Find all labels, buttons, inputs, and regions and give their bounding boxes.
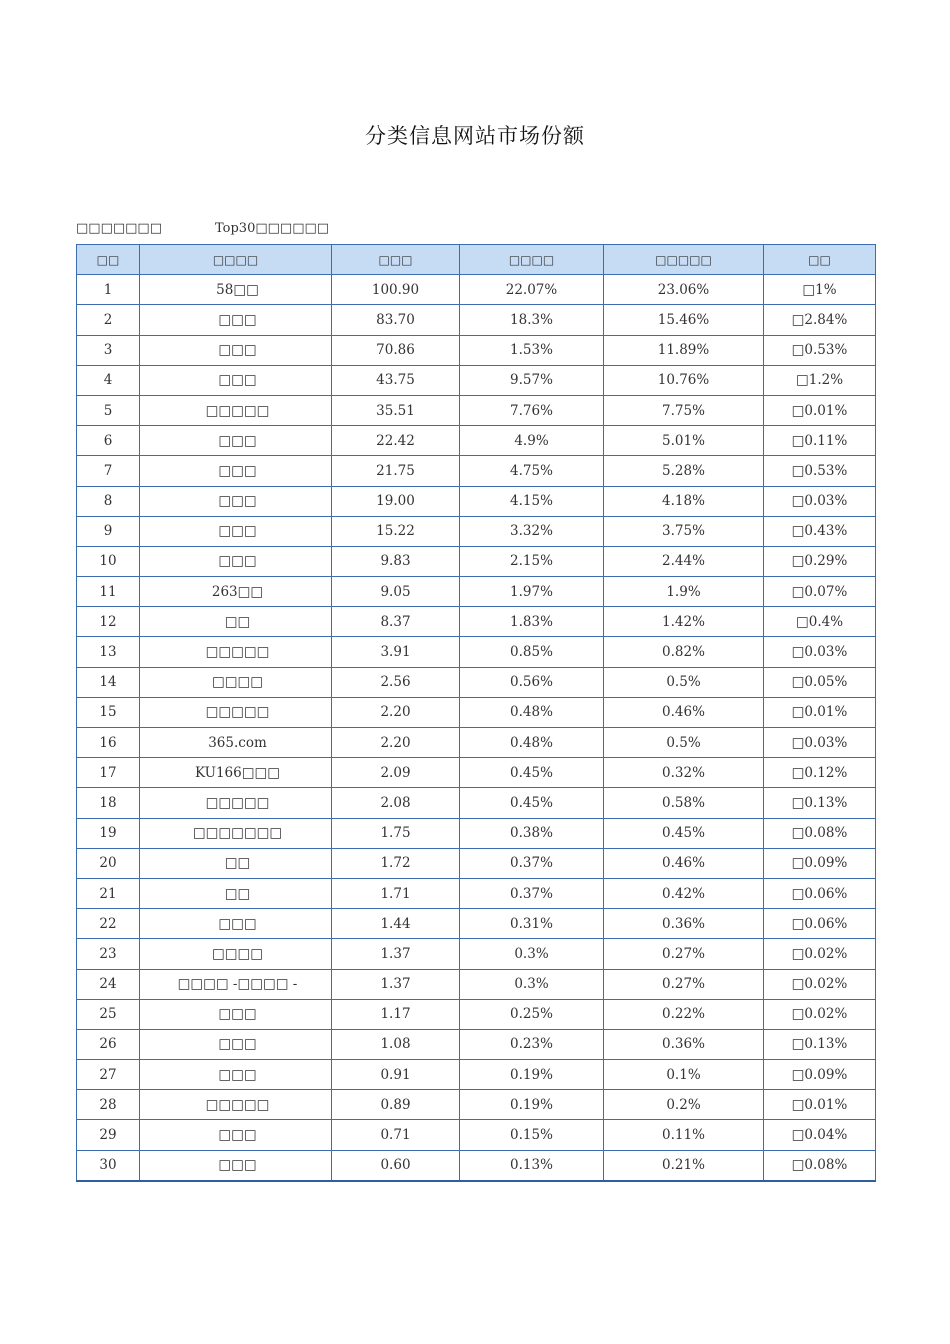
cell-share: 9.57% bbox=[460, 365, 604, 395]
table-row bbox=[77, 516, 876, 546]
cell-rank: 12 bbox=[77, 607, 140, 637]
cell-share: 0.56% bbox=[460, 667, 604, 697]
cell-prev-share: 0.82% bbox=[604, 637, 764, 667]
caption-right: Top30□□□□□□ bbox=[215, 221, 330, 236]
table-row bbox=[77, 607, 876, 637]
cell-name: □□□ bbox=[140, 426, 332, 456]
cell-name: □□□□□ bbox=[140, 697, 332, 727]
table-row bbox=[77, 426, 876, 456]
cell-name: □□□ bbox=[140, 909, 332, 939]
cell-value: 2.56 bbox=[332, 667, 460, 697]
cell-share: 3.32% bbox=[460, 516, 604, 546]
cell-value: 15.22 bbox=[332, 516, 460, 546]
table-row bbox=[77, 969, 876, 999]
header-value: □□□ bbox=[332, 245, 460, 275]
cell-change: □0.13% bbox=[764, 788, 876, 818]
table-row bbox=[77, 577, 876, 607]
cell-value: 2.20 bbox=[332, 728, 460, 758]
cell-share: 18.3% bbox=[460, 305, 604, 335]
table-row bbox=[77, 1029, 876, 1059]
cell-change: □0.29% bbox=[764, 546, 876, 576]
cell-share: 4.9% bbox=[460, 426, 604, 456]
cell-name: □□□ bbox=[140, 1120, 332, 1150]
cell-value: 9.05 bbox=[332, 577, 460, 607]
cell-change: □0.13% bbox=[764, 1029, 876, 1059]
cell-rank: 13 bbox=[77, 637, 140, 667]
cell-rank: 25 bbox=[77, 999, 140, 1029]
cell-name: □□□ bbox=[140, 516, 332, 546]
cell-value: 1.71 bbox=[332, 878, 460, 908]
cell-rank: 19 bbox=[77, 818, 140, 848]
cell-name: □□□□□□□ bbox=[140, 818, 332, 848]
page-title: 分类信息网站市场份额 bbox=[365, 124, 585, 148]
header-change: □□ bbox=[764, 245, 876, 275]
cell-share: 2.15% bbox=[460, 546, 604, 576]
cell-change: □0.02% bbox=[764, 999, 876, 1029]
table-header-row bbox=[77, 245, 876, 275]
caption-left: □□□□□□□ bbox=[76, 221, 162, 236]
cell-share: 4.75% bbox=[460, 456, 604, 486]
cell-prev-share: 0.27% bbox=[604, 939, 764, 969]
cell-prev-share: 11.89% bbox=[604, 335, 764, 365]
cell-name: □□ bbox=[140, 848, 332, 878]
cell-change: □0.03% bbox=[764, 728, 876, 758]
cell-value: 0.71 bbox=[332, 1120, 460, 1150]
cell-value: 2.08 bbox=[332, 788, 460, 818]
cell-rank: 16 bbox=[77, 728, 140, 758]
cell-prev-share: 0.46% bbox=[604, 848, 764, 878]
table-row bbox=[77, 728, 876, 758]
table-row bbox=[77, 788, 876, 818]
cell-value: 70.86 bbox=[332, 335, 460, 365]
cell-rank: 18 bbox=[77, 788, 140, 818]
cell-name: □□□ bbox=[140, 1029, 332, 1059]
cell-value: 9.83 bbox=[332, 546, 460, 576]
table-row bbox=[77, 697, 876, 727]
cell-rank: 28 bbox=[77, 1090, 140, 1120]
cell-name: □□□ bbox=[140, 365, 332, 395]
cell-prev-share: 15.46% bbox=[604, 305, 764, 335]
table-row bbox=[77, 939, 876, 969]
cell-value: 2.09 bbox=[332, 758, 460, 788]
cell-change: □0.09% bbox=[764, 848, 876, 878]
cell-value: 1.37 bbox=[332, 939, 460, 969]
cell-prev-share: 0.22% bbox=[604, 999, 764, 1029]
cell-prev-share: 0.5% bbox=[604, 667, 764, 697]
cell-value: 1.44 bbox=[332, 909, 460, 939]
cell-prev-share: 0.2% bbox=[604, 1090, 764, 1120]
table-row bbox=[77, 1150, 876, 1181]
cell-change: □0.12% bbox=[764, 758, 876, 788]
cell-name: □□ bbox=[140, 607, 332, 637]
cell-change: □0.53% bbox=[764, 456, 876, 486]
cell-prev-share: 0.27% bbox=[604, 969, 764, 999]
cell-name: □□□ bbox=[140, 546, 332, 576]
cell-prev-share: 0.36% bbox=[604, 1029, 764, 1059]
cell-name: □□□□ bbox=[140, 939, 332, 969]
table-row bbox=[77, 637, 876, 667]
table-row bbox=[77, 878, 876, 908]
cell-share: 4.15% bbox=[460, 486, 604, 516]
cell-prev-share: 1.9% bbox=[604, 577, 764, 607]
cell-rank: 14 bbox=[77, 667, 140, 697]
header-rank: □□ bbox=[77, 245, 140, 275]
cell-prev-share: 0.32% bbox=[604, 758, 764, 788]
cell-value: 100.90 bbox=[332, 275, 460, 305]
cell-prev-share: 0.1% bbox=[604, 1060, 764, 1090]
table-row bbox=[77, 486, 876, 516]
cell-share: 7.76% bbox=[460, 395, 604, 425]
cell-name: □□□□ bbox=[140, 667, 332, 697]
cell-share: 0.13% bbox=[460, 1150, 604, 1181]
table-row bbox=[77, 395, 876, 425]
cell-name: □□□ bbox=[140, 335, 332, 365]
cell-value: 35.51 bbox=[332, 395, 460, 425]
cell-value: 83.70 bbox=[332, 305, 460, 335]
table-row bbox=[77, 305, 876, 335]
cell-value: 19.00 bbox=[332, 486, 460, 516]
header-share: □□□□ bbox=[460, 245, 604, 275]
cell-prev-share: 5.01% bbox=[604, 426, 764, 456]
cell-rank: 8 bbox=[77, 486, 140, 516]
cell-prev-share: 3.75% bbox=[604, 516, 764, 546]
cell-name: □□□□□ bbox=[140, 788, 332, 818]
cell-change: □0.01% bbox=[764, 697, 876, 727]
cell-value: 21.75 bbox=[332, 456, 460, 486]
cell-rank: 22 bbox=[77, 909, 140, 939]
cell-share: 0.19% bbox=[460, 1060, 604, 1090]
cell-change: □0.02% bbox=[764, 939, 876, 969]
cell-share: 0.48% bbox=[460, 728, 604, 758]
cell-value: 22.42 bbox=[332, 426, 460, 456]
cell-prev-share: 0.58% bbox=[604, 788, 764, 818]
cell-name: 263□□ bbox=[140, 577, 332, 607]
cell-change: □0.01% bbox=[764, 1090, 876, 1120]
cell-rank: 23 bbox=[77, 939, 140, 969]
cell-name: □□□ bbox=[140, 486, 332, 516]
cell-prev-share: 0.11% bbox=[604, 1120, 764, 1150]
cell-share: 0.25% bbox=[460, 999, 604, 1029]
market-share-table bbox=[76, 244, 876, 1182]
cell-value: 43.75 bbox=[332, 365, 460, 395]
cell-change: □0.08% bbox=[764, 818, 876, 848]
cell-share: 0.15% bbox=[460, 1120, 604, 1150]
cell-rank: 26 bbox=[77, 1029, 140, 1059]
cell-value: 0.89 bbox=[332, 1090, 460, 1120]
cell-prev-share: 0.46% bbox=[604, 697, 764, 727]
cell-rank: 7 bbox=[77, 456, 140, 486]
cell-rank: 24 bbox=[77, 969, 140, 999]
cell-change: □0.01% bbox=[764, 395, 876, 425]
cell-share: 0.3% bbox=[460, 939, 604, 969]
cell-prev-share: 23.06% bbox=[604, 275, 764, 305]
cell-rank: 5 bbox=[77, 395, 140, 425]
cell-change: □0.53% bbox=[764, 335, 876, 365]
cell-change: □0.4% bbox=[764, 607, 876, 637]
table-row bbox=[77, 546, 876, 576]
cell-name: □□ bbox=[140, 878, 332, 908]
cell-change: □0.04% bbox=[764, 1120, 876, 1150]
table-row bbox=[77, 667, 876, 697]
table-row bbox=[77, 909, 876, 939]
cell-rank: 20 bbox=[77, 848, 140, 878]
cell-share: 0.45% bbox=[460, 758, 604, 788]
cell-change: □1% bbox=[764, 275, 876, 305]
cell-name: □□□□□ bbox=[140, 1090, 332, 1120]
cell-rank: 30 bbox=[77, 1150, 140, 1181]
table-row bbox=[77, 818, 876, 848]
table-row bbox=[77, 1090, 876, 1120]
cell-value: 2.20 bbox=[332, 697, 460, 727]
table-row bbox=[77, 1060, 876, 1090]
table-row bbox=[77, 999, 876, 1029]
cell-share: 0.3% bbox=[460, 969, 604, 999]
cell-rank: 17 bbox=[77, 758, 140, 788]
cell-rank: 2 bbox=[77, 305, 140, 335]
cell-name: □□□□□ bbox=[140, 637, 332, 667]
cell-prev-share: 1.42% bbox=[604, 607, 764, 637]
header-prev-share: □□□□□ bbox=[604, 245, 764, 275]
table-row bbox=[77, 758, 876, 788]
cell-value: 0.91 bbox=[332, 1060, 460, 1090]
table-row bbox=[77, 1120, 876, 1150]
cell-share: 0.31% bbox=[460, 909, 604, 939]
cell-name: □□□□ -□□□□ - bbox=[140, 969, 332, 999]
cell-share: 0.38% bbox=[460, 818, 604, 848]
cell-rank: 15 bbox=[77, 697, 140, 727]
cell-share: 0.85% bbox=[460, 637, 604, 667]
cell-change: □0.43% bbox=[764, 516, 876, 546]
cell-share: 0.23% bbox=[460, 1029, 604, 1059]
header-name: □□□□ bbox=[140, 245, 332, 275]
cell-change: □0.09% bbox=[764, 1060, 876, 1090]
cell-prev-share: 7.75% bbox=[604, 395, 764, 425]
cell-change: □1.2% bbox=[764, 365, 876, 395]
cell-rank: 1 bbox=[77, 275, 140, 305]
cell-share: 0.37% bbox=[460, 848, 604, 878]
cell-name: □□□ bbox=[140, 305, 332, 335]
cell-change: □0.03% bbox=[764, 637, 876, 667]
cell-prev-share: 0.42% bbox=[604, 878, 764, 908]
cell-name: □□□ bbox=[140, 999, 332, 1029]
cell-value: 1.17 bbox=[332, 999, 460, 1029]
cell-prev-share: 0.45% bbox=[604, 818, 764, 848]
table-row bbox=[77, 335, 876, 365]
cell-rank: 27 bbox=[77, 1060, 140, 1090]
table-row bbox=[77, 848, 876, 878]
table-row bbox=[77, 365, 876, 395]
cell-value: 3.91 bbox=[332, 637, 460, 667]
table-row bbox=[77, 275, 876, 305]
cell-prev-share: 5.28% bbox=[604, 456, 764, 486]
cell-rank: 11 bbox=[77, 577, 140, 607]
cell-name: □□□ bbox=[140, 456, 332, 486]
cell-value: 1.37 bbox=[332, 969, 460, 999]
cell-rank: 9 bbox=[77, 516, 140, 546]
cell-change: □0.02% bbox=[764, 969, 876, 999]
cell-share: 22.07% bbox=[460, 275, 604, 305]
cell-share: 0.45% bbox=[460, 788, 604, 818]
cell-share: 1.97% bbox=[460, 577, 604, 607]
cell-value: 1.08 bbox=[332, 1029, 460, 1059]
cell-value: 0.60 bbox=[332, 1150, 460, 1181]
table-row bbox=[77, 456, 876, 486]
cell-prev-share: 2.44% bbox=[604, 546, 764, 576]
cell-share: 0.48% bbox=[460, 697, 604, 727]
cell-change: □2.84% bbox=[764, 305, 876, 335]
cell-change: □0.05% bbox=[764, 667, 876, 697]
table-body bbox=[77, 275, 876, 1181]
cell-rank: 6 bbox=[77, 426, 140, 456]
cell-prev-share: 0.21% bbox=[604, 1150, 764, 1181]
cell-name: □□□ bbox=[140, 1060, 332, 1090]
cell-name: □□□□□ bbox=[140, 395, 332, 425]
cell-change: □0.06% bbox=[764, 878, 876, 908]
cell-value: 1.75 bbox=[332, 818, 460, 848]
cell-change: □0.03% bbox=[764, 486, 876, 516]
cell-value: 8.37 bbox=[332, 607, 460, 637]
cell-rank: 10 bbox=[77, 546, 140, 576]
cell-share: 0.19% bbox=[460, 1090, 604, 1120]
cell-rank: 3 bbox=[77, 335, 140, 365]
cell-share: 0.37% bbox=[460, 878, 604, 908]
table-caption bbox=[76, 221, 329, 236]
cell-change: □0.07% bbox=[764, 577, 876, 607]
cell-value: 1.72 bbox=[332, 848, 460, 878]
cell-name: □□□ bbox=[140, 1150, 332, 1181]
cell-name: KU166□□□ bbox=[140, 758, 332, 788]
cell-rank: 4 bbox=[77, 365, 140, 395]
cell-change: □0.06% bbox=[764, 909, 876, 939]
cell-prev-share: 10.76% bbox=[604, 365, 764, 395]
cell-share: 1.53% bbox=[460, 335, 604, 365]
cell-prev-share: 0.5% bbox=[604, 728, 764, 758]
cell-rank: 21 bbox=[77, 878, 140, 908]
cell-prev-share: 4.18% bbox=[604, 486, 764, 516]
cell-change: □0.08% bbox=[764, 1150, 876, 1181]
cell-name: 365.com bbox=[140, 728, 332, 758]
cell-change: □0.11% bbox=[764, 426, 876, 456]
cell-prev-share: 0.36% bbox=[604, 909, 764, 939]
cell-name: 58□□ bbox=[140, 275, 332, 305]
cell-share: 1.83% bbox=[460, 607, 604, 637]
cell-rank: 29 bbox=[77, 1120, 140, 1150]
